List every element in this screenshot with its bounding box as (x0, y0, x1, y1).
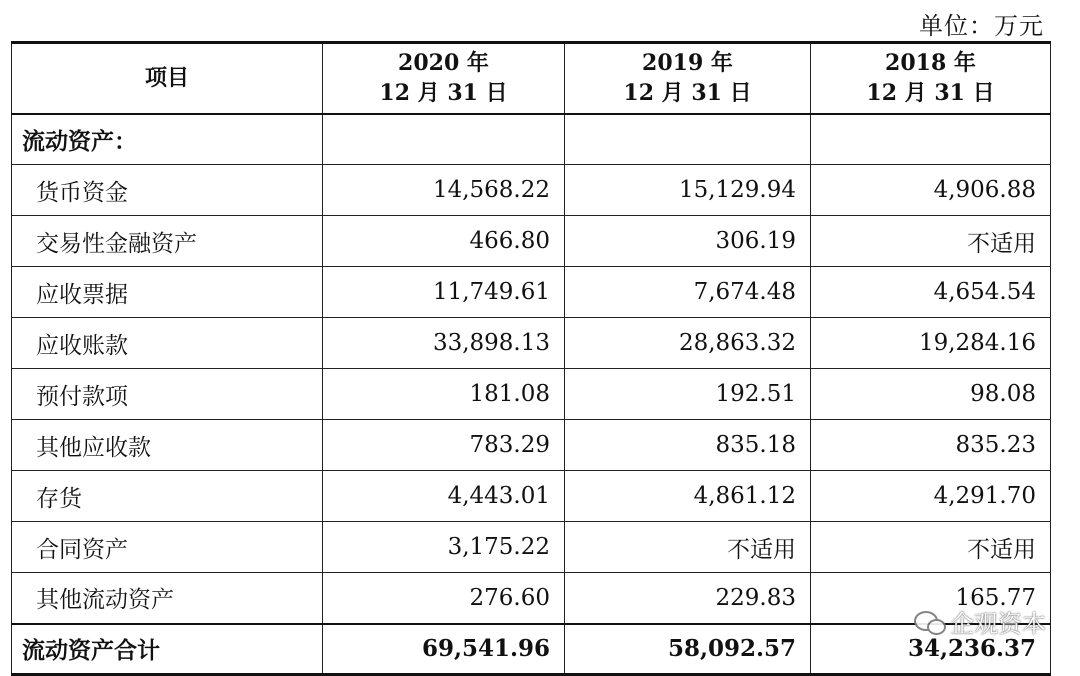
current-assets-table (11, 41, 1051, 676)
row-label: 货币资金 (12, 165, 323, 216)
total-2018: 34,236.37 (811, 624, 1051, 675)
header-2020-date: 12 月 31 日 (379, 80, 508, 107)
table-row (12, 216, 1051, 267)
header-item (12, 43, 323, 114)
value-2020: 4,443.01 (323, 471, 565, 522)
header-2020-year: 2020 年 (398, 50, 489, 77)
table-row (12, 471, 1051, 522)
value-2018: 165.77 (811, 573, 1051, 624)
table-row (12, 165, 1051, 216)
value-2019: 4,861.12 (565, 471, 811, 522)
header-2018-year: 2018 年 (885, 50, 976, 77)
table-row (12, 318, 1051, 369)
table-row (12, 369, 1051, 420)
total-label: 流动资产合计 (12, 624, 323, 675)
watermark-text: 企观资本 (950, 610, 1046, 638)
value-2018: 98.08 (811, 369, 1051, 420)
value-2020: 783.29 (323, 420, 565, 471)
row-label: 其他流动资产 (12, 573, 323, 624)
table-row (12, 573, 1051, 624)
header-2018-date: 12 月 31 日 (866, 80, 995, 107)
header-2019 (565, 43, 811, 114)
value-2018: 4,654.54 (811, 267, 1051, 318)
header-2020 (323, 43, 565, 114)
total-2019: 58,092.57 (565, 624, 811, 675)
value-2018: 835.23 (811, 420, 1051, 471)
value-2018: 4,291.70 (811, 471, 1051, 522)
value-2020: 276.60 (323, 573, 565, 624)
value-2019: 7,674.48 (565, 267, 811, 318)
section-row (12, 114, 1051, 165)
unit-label: 单位：万元 (919, 12, 1044, 40)
header-2018 (811, 43, 1051, 114)
watermark (914, 604, 1046, 639)
row-label: 预付款项 (12, 369, 323, 420)
row-label: 交易性金融资产 (12, 216, 323, 267)
header-2019-date: 12 月 31 日 (623, 80, 752, 107)
value-2020: 14,568.22 (323, 165, 565, 216)
value-2018: 不适用 (811, 522, 1051, 573)
empty-cell (565, 114, 811, 165)
table-row (12, 522, 1051, 573)
empty-cell (323, 114, 565, 165)
empty-cell (811, 114, 1051, 165)
row-label: 存货 (12, 471, 323, 522)
value-2020: 33,898.13 (323, 318, 565, 369)
value-2020: 11,749.61 (323, 267, 565, 318)
table-header-row (12, 43, 1051, 114)
value-2018: 4,906.88 (811, 165, 1051, 216)
value-2019: 15,129.94 (565, 165, 811, 216)
row-label: 其他应收款 (12, 420, 323, 471)
value-2019: 229.83 (565, 573, 811, 624)
value-2018: 19,284.16 (811, 318, 1051, 369)
value-2019: 306.19 (565, 216, 811, 267)
row-label: 应收账款 (12, 318, 323, 369)
value-2020: 3,175.22 (323, 522, 565, 573)
header-2019-year: 2019 年 (642, 50, 733, 77)
table-row (12, 420, 1051, 471)
row-label: 合同资产 (12, 522, 323, 573)
value-2019: 28,863.32 (565, 318, 811, 369)
section-label: 流动资产： (12, 114, 323, 165)
value-2020: 466.80 (323, 216, 565, 267)
header-item-label: 项目 (144, 65, 189, 92)
value-2020: 181.08 (323, 369, 565, 420)
total-row (12, 624, 1051, 675)
total-2020: 69,541.96 (323, 624, 565, 675)
row-label: 应收票据 (12, 267, 323, 318)
value-2019: 835.18 (565, 420, 811, 471)
value-2019: 192.51 (565, 369, 811, 420)
table-row (12, 267, 1051, 318)
value-2018: 不适用 (811, 216, 1051, 267)
value-2019: 不适用 (565, 522, 811, 573)
wechat-icon (914, 611, 944, 633)
